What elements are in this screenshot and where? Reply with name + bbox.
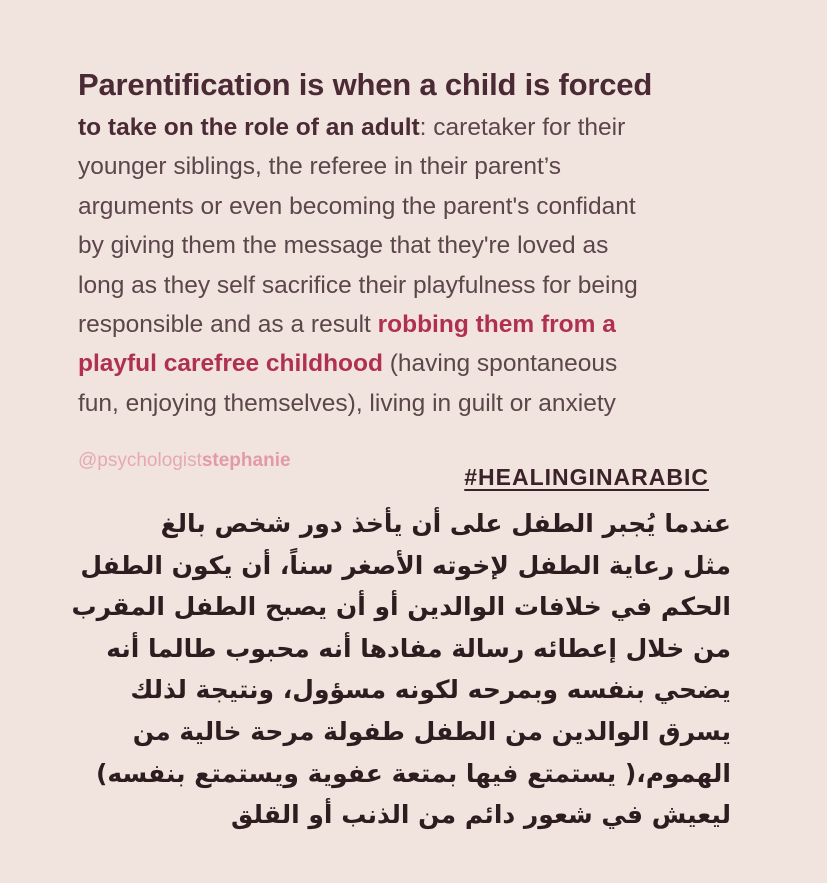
body-line-3: younger siblings, the referee in their parent’s [78, 153, 562, 181]
body-line-5: by giving them the message that they're loved as [78, 232, 609, 260]
hashtag: #HEALINGINARABIC [464, 464, 709, 490]
body-text: (having spontaneous [382, 350, 618, 378]
arabic-line: ليعيش في شعور دائم من الذنب أو القلق [230, 800, 731, 830]
arabic-line: يسرق الوالدين من الطفل طفولة مرحة خالية من [132, 716, 731, 746]
arabic-line: الحكم في خلافات الوالدين أو أن يصبح الطفل المقرب [71, 592, 731, 622]
bold-phrase: to take on the role of an adult [78, 114, 420, 141]
arabic-line: يضحي بنفسه وبمرحه لكونه مسؤول، ونتيجة لذلك [130, 675, 731, 705]
arabic-translation [71, 503, 731, 836]
highlight-phrase: robbing them from a [377, 311, 616, 339]
arabic-line: مثل رعاية الطفل لإخوته الأصغر سناً، أن يكون الطفل [80, 550, 731, 580]
body-line-9: fun, enjoying themselves), living in guilt or anxiety [78, 389, 616, 417]
arabic-line: من خلال إعطائه رسالة مفادها أنه محبوب طالما أنه [106, 633, 731, 663]
body-line-8 [78, 344, 778, 383]
highlight-phrase: playful carefree childhood [78, 350, 383, 378]
arabic-line: الهموم،( يستمتع فيها بمتعة عفوية ويستمتع بنفسه) [95, 758, 731, 788]
arabic-line: عندما يُجبر الطفل على أن يأخذ دور شخص بالغ [160, 509, 731, 538]
body-text: responsible and as a result [78, 311, 378, 339]
body-line-6: long as they self sacrifice their playfulness for being [78, 271, 638, 299]
handle-name: stephanie [201, 450, 291, 471]
body-line-7 [78, 305, 778, 344]
body-line-4: arguments or even becoming the parent's confidant [78, 192, 636, 220]
body-text: : caretaker for their [419, 114, 626, 141]
body-line-2 [78, 108, 778, 147]
handle-prefix: @psychologist [78, 450, 202, 471]
author-handle [78, 450, 291, 472]
english-paragraph [78, 62, 778, 423]
headline: Parentification is when a child is forced [78, 67, 653, 102]
